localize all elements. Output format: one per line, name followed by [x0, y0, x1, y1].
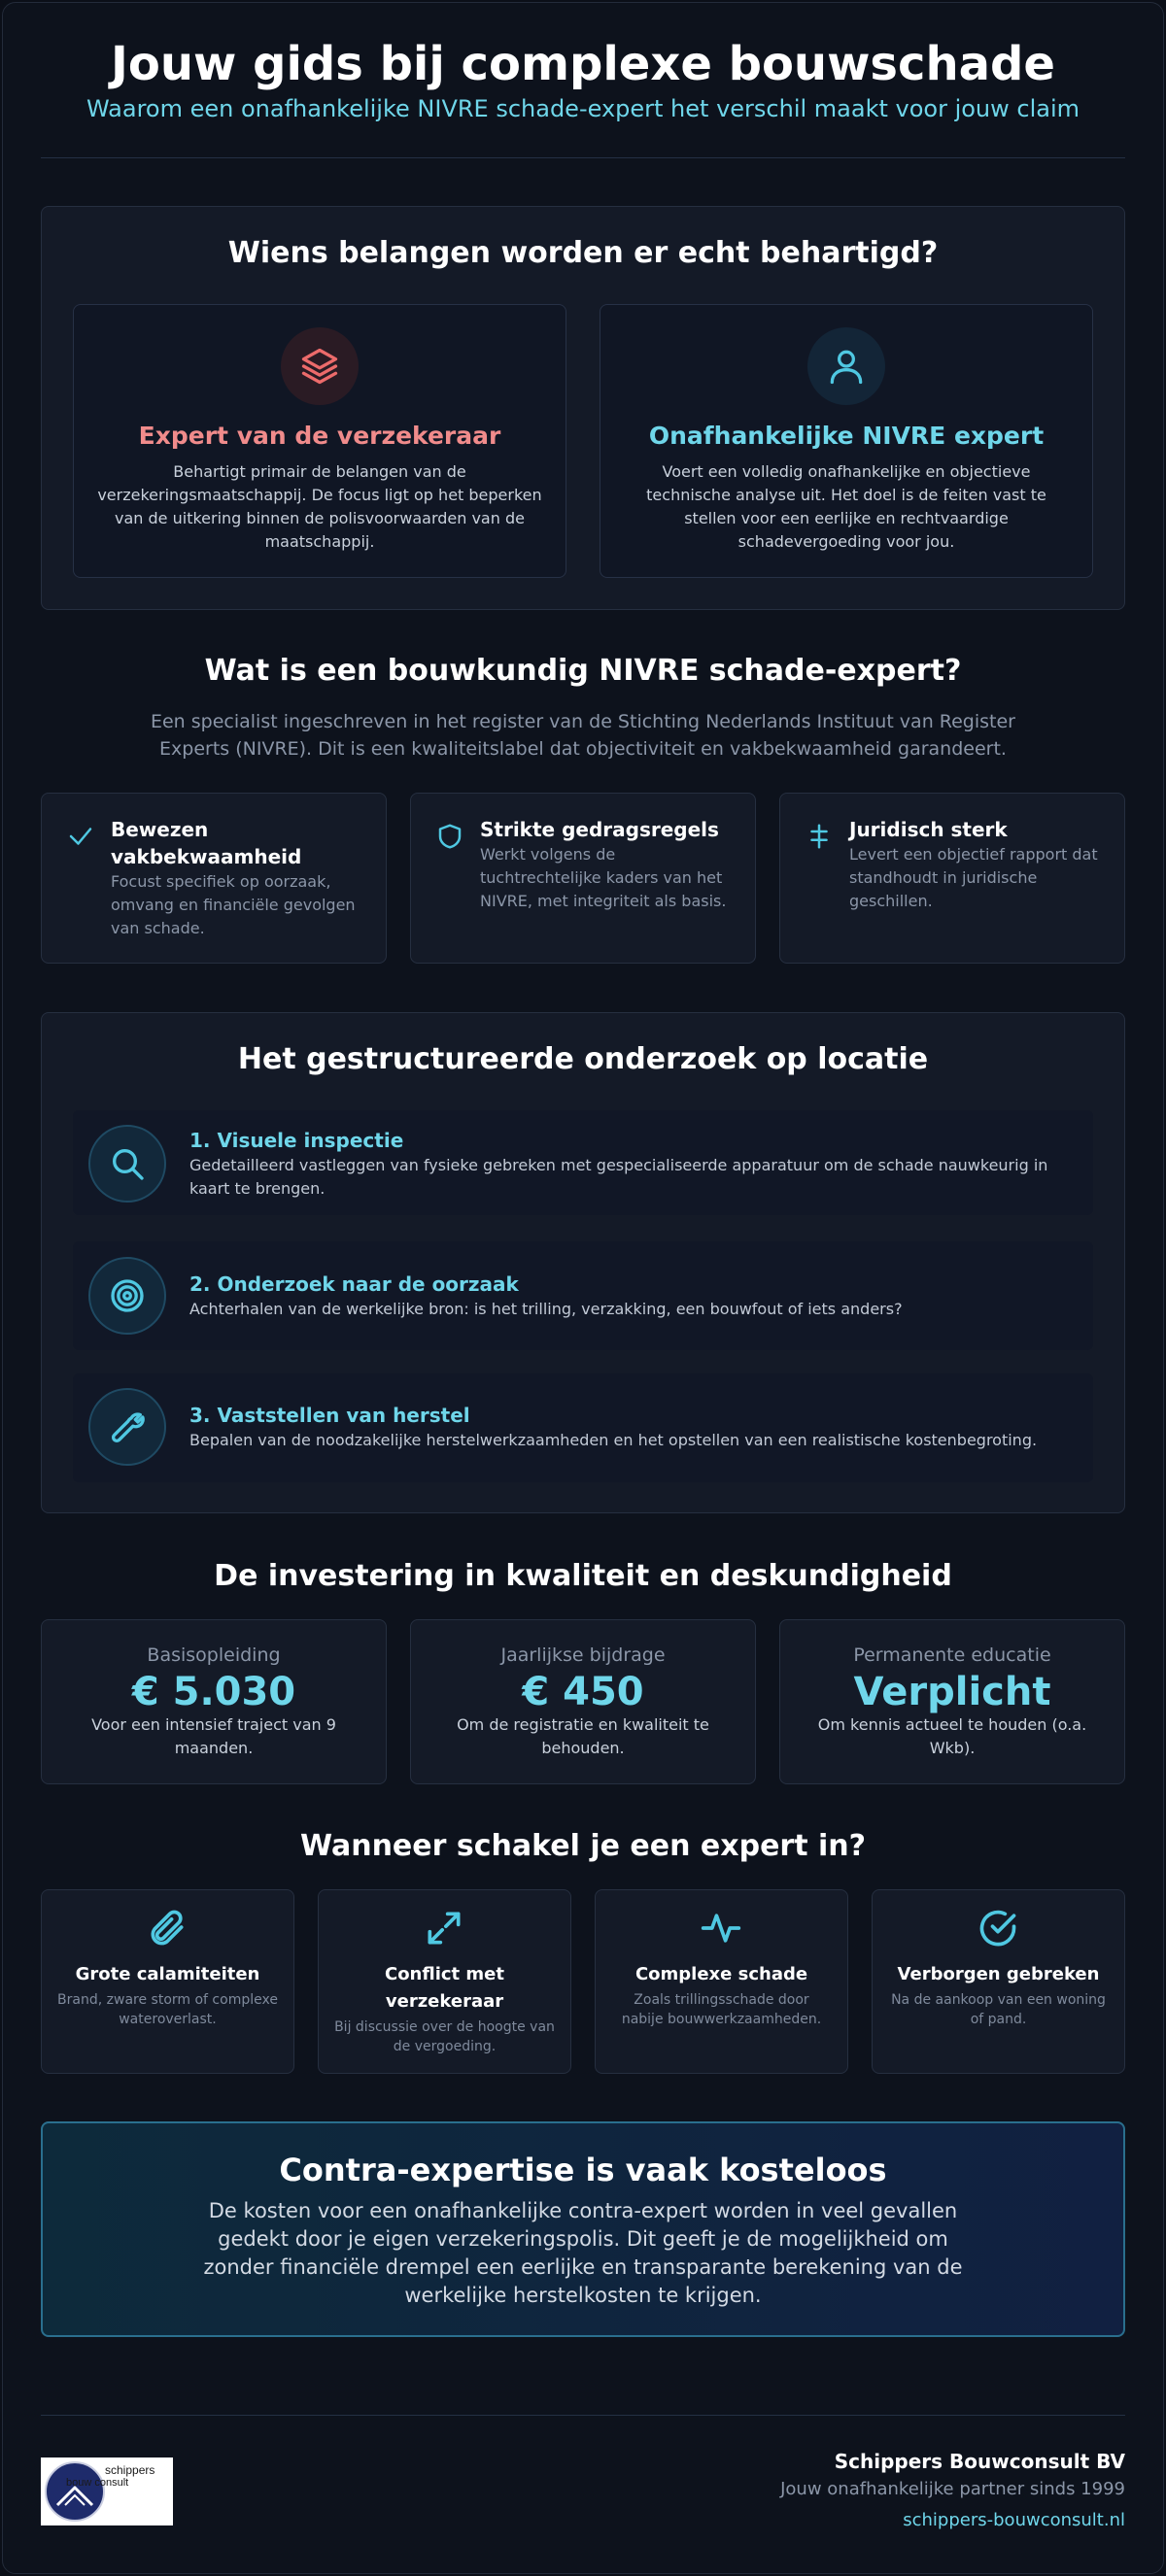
interests-heading: Wiens belangen worden er echt behartigd? [227, 236, 939, 270]
header-divider [41, 157, 1125, 158]
cost-description: Om kennis actueel te houden (o.a. Wkb). [817, 1715, 1087, 1757]
feature-text: Werkt volgens de tuchtrechtelijke kaders van het NIVRE, met integriteit als basis. [480, 845, 727, 910]
user-icon [807, 327, 885, 405]
whatis-heading: Wat is een bouwkundig NIVRE schade-expert? [204, 654, 962, 688]
when-text: Na de aankoop van een woning of pand. [891, 1992, 1106, 2027]
activity-icon [700, 1907, 742, 1953]
cost-label: Jaarlijkse bijdrage [500, 1644, 666, 1666]
insurer-expert-title: Expert van de verzekeraar [138, 422, 501, 450]
cost-description: Voor een intensief traject van 9 maanden. [91, 1715, 336, 1757]
logo-subtext: bouw consult [66, 2477, 129, 2489]
cost-label: Permanente educatie [853, 1644, 1051, 1666]
step-title: 1. Visuele inspectie [189, 1129, 404, 1152]
logo-text: schippers [105, 2463, 155, 2477]
step-title: 3. Vaststellen van herstel [189, 1404, 470, 1427]
insurer-expert-text: Behartigt primair de belangen van de verzekeringsmaatschappij. De focus ligt op het beperken van de uitkering binnen de polisvoorwaarden van de maatschappij. [97, 462, 542, 551]
website-link[interactable]: schippers-bouwconsult.nl [903, 2510, 1125, 2530]
investigation-heading: Het gestructureerde onderzoek op locatie [237, 1042, 929, 1076]
step-text: Bepalen van de noodzakelijke herstelwerkzaamheden en het opstellen van een realistische kostenbegroting. [189, 1431, 1038, 1449]
search-icon [88, 1125, 166, 1203]
company-name: Schippers Bouwconsult BV [834, 2450, 1125, 2473]
cost-value: € 5.030 [131, 1670, 296, 1714]
feature-text: Focust specifiek op oorzaak, omvang en financiële gevolgen van schade. [111, 872, 356, 937]
when-text: Zoals trillingsschade door nabije bouwwerkzaamheden. [621, 1992, 822, 2027]
when-title: Complexe schade [634, 1964, 808, 1984]
company-tagline: Jouw onafhankelijke partner sinds 1999 [780, 2479, 1125, 2499]
step-text: Achterhalen van de werkelijke bron: is het trilling, verzakking, een bouwfout of iets anders? [189, 1300, 903, 1318]
callout-text: De kosten voor een onafhankelijke contra-expert worden in veel gevallen gedekt door je eigen verzekeringspolis. Dit geeft je de mogelijkheid om zonder financiële drempel een eerlijke en transparante berekening van de werkelijke herstelkosten te krijgen. [203, 2199, 963, 2307]
whatis-intro: Een specialist ingeschreven in het register van de Stichting Nederlands Instituut van Register Experts (NIVRE). Dit is een kwaliteitslabel dat objectiviteit en vakbekwaamheid garandeert. [150, 711, 1015, 760]
step-title: 2. Onderzoek naar de oorzaak [189, 1272, 519, 1296]
target-icon [88, 1257, 166, 1335]
layers-icon [281, 327, 359, 405]
when-title: Conflict met verzekeraar [384, 1964, 504, 2012]
step-card [73, 1241, 1093, 1350]
check-icon [66, 822, 95, 855]
cost-value: Verplicht [853, 1670, 1051, 1714]
independent-expert-title: Onafhankelijke NIVRE expert [648, 422, 1045, 450]
check-circle-icon [977, 1907, 1019, 1953]
footer-divider [41, 2415, 1125, 2416]
feature-title: Juridisch sterk [849, 818, 1008, 841]
when-text: Bij discussie over de hoogte van de vergoeding. [334, 2019, 555, 2054]
investment-heading: De investering in kwaliteit en deskundigheid [214, 1559, 952, 1593]
cost-value: € 450 [522, 1670, 644, 1714]
feature-title: Bewezen vakbekwaamheid [111, 818, 302, 868]
company-logo [41, 2457, 173, 2525]
scale-icon [805, 822, 834, 855]
page-title: Jouw gids bij complexe bouwschade [111, 37, 1055, 91]
paperclip-icon [146, 1907, 189, 1953]
page-subtitle: Waarom een onafhankelijke NIVRE schade-expert het verschil maakt voor jouw claim [86, 95, 1080, 122]
independent-expert-text: Voert een volledig onafhankelijke en objectieve technische analyse uit. Het doel is de feiten vast te stellen voor een eerlijke en rechtvaardige schadevergoeding voor jou. [646, 462, 1046, 551]
cost-label: Basisopleiding [147, 1644, 281, 1666]
callout-heading: Contra-expertise is vaak kosteloos [279, 2152, 887, 2188]
cost-description: Om de registratie en kwaliteit te behouden. [457, 1715, 709, 1757]
wrench-icon [88, 1388, 166, 1466]
feature-title: Strikte gedragsregels [480, 818, 719, 841]
step-card [73, 1373, 1093, 1482]
shield-icon [435, 822, 464, 855]
expand-arrows-icon [423, 1907, 465, 1953]
when-title: Verborgen gebreken [897, 1964, 1100, 1984]
when-heading: Wanneer schakel je een expert in? [299, 1829, 867, 1863]
feature-text: Levert een objectief rapport dat standhoudt in juridische geschillen. [849, 845, 1098, 910]
when-text: Brand, zware storm of complexe wateroverlast. [57, 1992, 278, 2027]
when-title: Grote calamiteiten [75, 1964, 260, 1984]
step-text: Gedetailleerd vastleggen van fysieke gebreken met gespecialiseerde apparatuur om de schade nauwkeurig in kaart te brengen. [189, 1156, 1048, 1198]
logo-emblem [45, 2461, 105, 2522]
